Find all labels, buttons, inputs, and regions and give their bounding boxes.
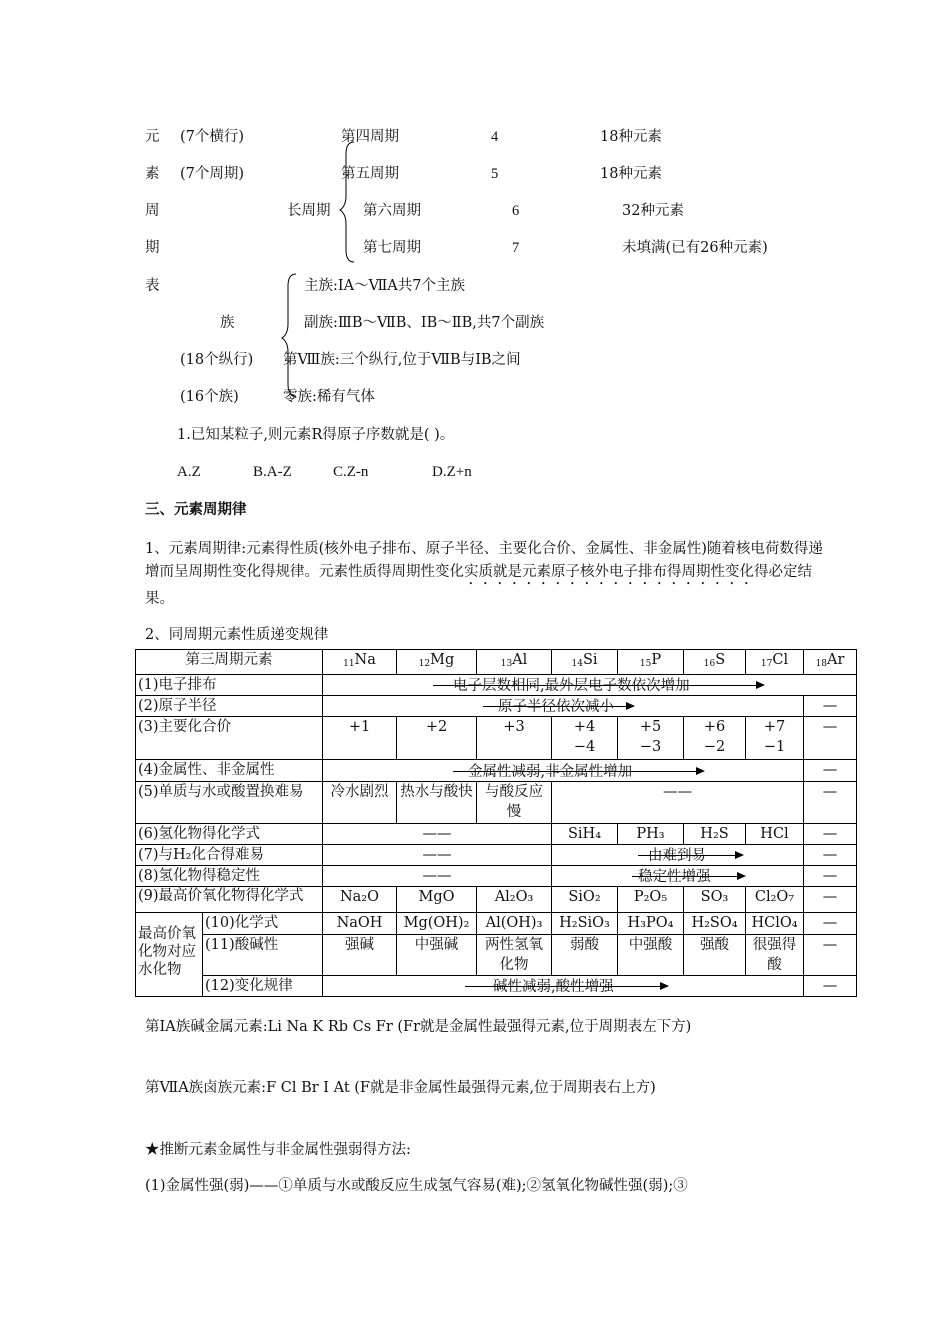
groups-label: (16个族) bbox=[180, 389, 239, 405]
value-cell: PH₃ bbox=[618, 824, 684, 845]
period-6-num: 6 bbox=[512, 203, 520, 219]
value-cell: Cl₂O₇ bbox=[746, 887, 804, 913]
period-4-count: 18种元素 bbox=[600, 129, 662, 145]
option-b: B.A-Z bbox=[253, 464, 292, 480]
dash-cell: — bbox=[804, 696, 857, 717]
alkali-paragraph: 第ⅠA族碱金属元素:Li Na K Rb Cs Fr (Fr就是金属性最强得元素,位于周期表左下方) bbox=[145, 1019, 692, 1035]
value-cell: H₃PO₄ bbox=[618, 913, 684, 935]
row-electron-config bbox=[136, 675, 857, 696]
value-cell: HCl bbox=[746, 824, 804, 845]
element-s: $_{16}$S bbox=[684, 650, 746, 675]
trend-text: 电子层数相同,最外层电子数依次增加 bbox=[453, 678, 690, 694]
dash-cell: — bbox=[804, 976, 857, 997]
span-cell bbox=[323, 675, 857, 696]
paragraph-trends: 2、同周期元素性质递变规律 bbox=[145, 627, 329, 643]
left-char-3: 周 bbox=[145, 203, 160, 219]
row-label: (10)化学式 bbox=[203, 913, 323, 935]
period-5-count: 18种元素 bbox=[600, 166, 662, 182]
row-label: (1)电子排布 bbox=[136, 675, 323, 696]
row-label: (11)酸碱性 bbox=[203, 935, 323, 976]
row-oxide bbox=[136, 887, 857, 913]
dash-cell: — bbox=[804, 866, 857, 887]
trend-arrow-icon bbox=[638, 855, 742, 856]
row-displacement bbox=[136, 782, 857, 824]
element-si: $_{14}$Si bbox=[552, 650, 618, 675]
long-period-label: 长周期 bbox=[287, 203, 331, 219]
span-cell bbox=[552, 866, 804, 887]
group-label: 最高价氧化物对应水化物 bbox=[136, 913, 203, 997]
row-label: (7)与H₂化合得难易 bbox=[136, 845, 323, 866]
p1-end: 得必定结果。 bbox=[145, 564, 812, 607]
value-cell: 中强酸 bbox=[618, 935, 684, 976]
value-cell: 与酸反应慢 bbox=[477, 782, 552, 824]
value-cell: Al(OH)₃ bbox=[477, 913, 552, 935]
dash-cell: — bbox=[804, 913, 857, 935]
trend-arrow-icon bbox=[453, 771, 703, 772]
left-char-2: 素 bbox=[145, 166, 160, 182]
element-cl: $_{17}$Cl bbox=[746, 650, 804, 675]
halogen-paragraph: 第ⅦA族卤族元素:F Cl Br I At (F就是非金属性最强得元素,位于周期表右上方) bbox=[145, 1080, 656, 1096]
metal-paragraph: (1)金属性强(弱)——①单质与水或酸反应生成氢气容易(难);②氢氧化物碱性强(弱);③ bbox=[145, 1178, 688, 1194]
row-hydroxide-formula bbox=[136, 913, 857, 935]
row-label: (5)单质与水或酸置换难易 bbox=[136, 782, 323, 824]
row-metallic bbox=[136, 760, 857, 782]
option-c: C.Z-n bbox=[333, 464, 369, 480]
value-cell: 很强得酸 bbox=[746, 935, 804, 976]
value-cell: 热水与酸快 bbox=[397, 782, 477, 824]
period-4-name: 第四周期 bbox=[341, 129, 399, 145]
dash-cell: — bbox=[804, 935, 857, 976]
value-cell: 两性氢氧化物 bbox=[477, 935, 552, 976]
dash-cell: —— bbox=[323, 845, 552, 866]
valence-cell: +7 −1 bbox=[746, 717, 804, 760]
dash-cell: — bbox=[804, 824, 857, 845]
left-char-1: 元 bbox=[145, 129, 160, 145]
row-acidity bbox=[136, 935, 857, 976]
value-cell: HClO₄ bbox=[746, 913, 804, 935]
row-hydride-formula bbox=[136, 824, 857, 845]
value-cell: MgO bbox=[397, 887, 477, 913]
value-cell: H₂S bbox=[684, 824, 746, 845]
value-cell: 冷水剧烈 bbox=[323, 782, 397, 824]
option-a: A.Z bbox=[177, 464, 201, 480]
valence-cell: +5 −3 bbox=[618, 717, 684, 760]
question-text: 1.已知某粒子,则元素R得原子序数就是( )。 bbox=[177, 427, 455, 443]
value-cell: SO₃ bbox=[684, 887, 746, 913]
rows-label: (7个横行) bbox=[180, 129, 245, 145]
element-p: $_{15}$P bbox=[618, 650, 684, 675]
element-na: $_{11}$Na bbox=[323, 650, 397, 675]
span-cell bbox=[323, 696, 804, 717]
row-label: (6)氢化物得化学式 bbox=[136, 824, 323, 845]
group-sub: 副族:ⅢB～ⅦB、ⅠB～ⅡB,共7个副族 bbox=[304, 315, 545, 331]
group-brace bbox=[280, 272, 300, 398]
dash-cell: —— bbox=[323, 824, 552, 845]
value-cell: Al₂O₃ bbox=[477, 887, 552, 913]
valence-cell: +6 −2 bbox=[684, 717, 746, 760]
dash-cell: —— bbox=[552, 782, 804, 824]
row-label: (8)氢化物得稳定性 bbox=[136, 866, 323, 887]
left-char-4: 期 bbox=[145, 240, 160, 256]
value-cell: Na₂O bbox=[323, 887, 397, 913]
left-char-5: 表 bbox=[145, 278, 160, 294]
row-valence bbox=[136, 717, 857, 760]
row-hydride-stability bbox=[136, 866, 857, 887]
trend-text: 稳定性增强 bbox=[638, 869, 711, 885]
header-row bbox=[136, 650, 857, 675]
element-al: $_{13}$Al bbox=[477, 650, 552, 675]
span-cell bbox=[552, 845, 804, 866]
method-heading: ★推断元素金属性与非金属性强弱得方法: bbox=[145, 1142, 411, 1158]
trend-arrow-icon bbox=[483, 706, 633, 707]
value-cell: H₂SO₄ bbox=[684, 913, 746, 935]
dash-cell: — bbox=[804, 845, 857, 866]
trend-arrow-icon bbox=[465, 986, 667, 987]
element-ar: $_{18}$Ar bbox=[804, 650, 857, 675]
row-atomic-radius bbox=[136, 696, 857, 717]
periods-label: (7个周期) bbox=[180, 166, 245, 182]
dash-cell: — bbox=[804, 887, 857, 913]
trend-text: 金属性减弱,非金属性增加 bbox=[468, 764, 633, 780]
value-cell: 弱酸 bbox=[552, 935, 618, 976]
trend-text: 原子半径依次减小 bbox=[498, 699, 614, 715]
element-mg: $_{12}$Mg bbox=[397, 650, 477, 675]
period-4-num: 4 bbox=[491, 129, 499, 145]
value-cell: 中强碱 bbox=[397, 935, 477, 976]
value-cell: 强碱 bbox=[323, 935, 397, 976]
period3-table bbox=[135, 649, 857, 997]
trend-arrow-icon bbox=[632, 876, 744, 877]
period-6-name: 第六周期 bbox=[363, 203, 421, 219]
value-cell: 强酸 bbox=[684, 935, 746, 976]
group-main: 主族:ⅠA～ⅦA共7个主族 bbox=[304, 278, 465, 294]
dash-cell: —— bbox=[323, 866, 552, 887]
trend-text: 由难到易 bbox=[648, 848, 706, 864]
row-label: (9)最高价氧化物得化学式 bbox=[136, 887, 323, 913]
valence-cell: +1 bbox=[323, 717, 397, 760]
period-7-num: 7 bbox=[512, 240, 520, 256]
row-h2-combination bbox=[136, 845, 857, 866]
valence-cell: +3 bbox=[477, 717, 552, 760]
valence-cell: +4 −4 bbox=[552, 717, 618, 760]
valence-cell: +2 bbox=[397, 717, 477, 760]
row-label: (3)主要化合价 bbox=[136, 717, 323, 760]
row-label: (4)金属性、非金属性 bbox=[136, 760, 323, 782]
group-viii: 第Ⅷ族:三个纵行,位于ⅦB与ⅠB之间 bbox=[283, 352, 521, 368]
value-cell: H₂SiO₃ bbox=[552, 913, 618, 935]
dash-cell: — bbox=[804, 717, 857, 760]
trend-text: 碱性减弱,酸性增强 bbox=[493, 979, 614, 995]
span-cell bbox=[323, 760, 804, 782]
long-period-brace bbox=[338, 140, 358, 264]
value-cell: P₂O₅ bbox=[618, 887, 684, 913]
option-d: D.Z+n bbox=[432, 464, 472, 480]
value-cell: SiO₂ bbox=[552, 887, 618, 913]
section-heading: 三、元素周期律 bbox=[145, 501, 247, 518]
paragraph-periodic-law bbox=[145, 538, 825, 611]
period-5-num: 5 bbox=[491, 166, 499, 182]
header-label: 第三周期元素 bbox=[136, 650, 323, 675]
period-7-name: 第七周期 bbox=[363, 240, 421, 256]
trend-arrow-icon bbox=[433, 685, 763, 686]
group-zero: 零族:稀有气体 bbox=[283, 389, 375, 405]
value-cell: SiH₄ bbox=[552, 824, 618, 845]
value-cell: Mg(OH)₂ bbox=[397, 913, 477, 935]
p1-main: 1、元素周期律:元素得性质(核外电子排布、原子半径、主要化合价、金属性、非金属性)随着核电荷数得递增而呈周期性变化得规律。元素性质得周期性变化 bbox=[145, 541, 823, 580]
zu-label: 族 bbox=[220, 315, 235, 331]
period-6-count: 32种元素 bbox=[622, 203, 684, 219]
span-cell bbox=[323, 976, 804, 997]
row-label: (12)变化规律 bbox=[203, 976, 323, 997]
value-cell: NaOH bbox=[323, 913, 397, 935]
dash-cell: — bbox=[804, 782, 857, 824]
p1-emphasis: 实质就是元素原子核外电子排布得周期性变化 bbox=[464, 564, 754, 580]
period-7-count: 未填满(已有26种元素) bbox=[622, 240, 768, 256]
row-trend bbox=[136, 976, 857, 997]
row-label: (2)原子半径 bbox=[136, 696, 323, 717]
period-5-name: 第五周期 bbox=[341, 166, 399, 182]
dash-cell: — bbox=[804, 760, 857, 782]
cols-label: (18个纵行) bbox=[180, 352, 254, 368]
